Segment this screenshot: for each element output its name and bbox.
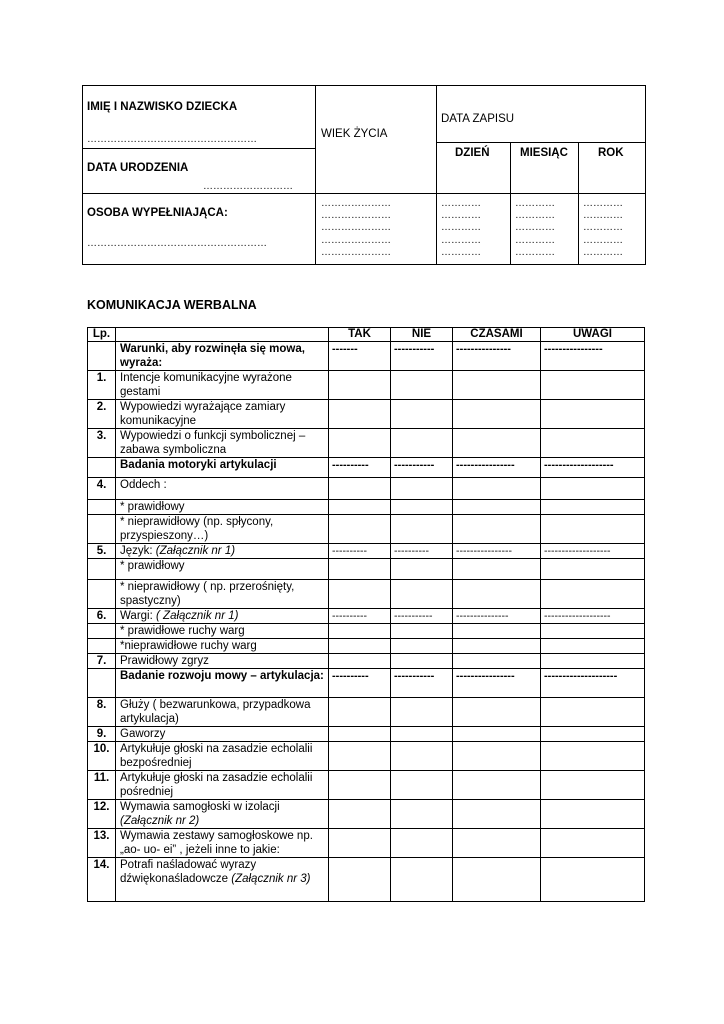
cell-uwagi[interactable] [541,429,645,458]
cell-uwagi[interactable] [541,742,645,771]
row-description-text: * prawidłowy [120,560,185,572]
table-row [88,771,645,800]
cell-czasami[interactable] [453,400,541,429]
cell-uwagi[interactable] [541,624,645,639]
divider-vertical [510,142,511,264]
cell-czasami[interactable] [453,371,541,400]
table-header-row [88,328,645,342]
row-number [88,580,116,609]
row-description [116,559,329,580]
cell-uwagi[interactable] [541,698,645,727]
cell-uwagi: -------------------- [541,669,645,698]
row-description [116,858,329,902]
day-label: DZIEŃ [455,147,490,159]
row-description [116,654,329,669]
cell-tak[interactable] [329,580,391,609]
cell-tak[interactable] [329,742,391,771]
table-row [88,698,645,727]
birth-date-label: DATA URODZENIA [87,162,189,174]
cell-czasami: ---------------- [453,458,541,478]
row-description [116,400,329,429]
year-dots-line: ………… [583,222,623,234]
cell-tak[interactable] [329,500,391,515]
cell-czasami[interactable] [453,515,541,544]
month-dots-line: ………… [515,246,555,258]
birth-date-field[interactable]: ……………………… [203,181,293,192]
section-title: KOMUNIKACJA WERBALNA [87,298,257,312]
row-description [116,609,329,624]
cell-nie[interactable] [391,624,453,639]
table-row [88,429,645,458]
table-row [88,515,645,544]
row-description-text: Język: [120,545,153,557]
row-description [116,771,329,800]
age-dots-line: ………………… [321,210,391,222]
age-dots-line: ………………… [321,198,391,209]
day-dots-line: ………… [441,246,481,258]
cell-uwagi[interactable] [541,771,645,800]
cell-czasami[interactable] [453,429,541,458]
table-row [88,669,645,698]
cell-czasami[interactable] [453,654,541,669]
cell-czasami[interactable] [453,500,541,515]
cell-nie[interactable] [391,580,453,609]
cell-nie: ---------- [391,544,453,559]
row-description-text: Badanie rozwoju mowy – artykulacja: [120,670,324,682]
column-header-description [116,328,329,342]
table-row [88,742,645,771]
divider-horizontal [83,193,645,194]
table-row [88,624,645,639]
cell-tak[interactable] [329,639,391,654]
cell-uwagi[interactable] [541,478,645,500]
cell-nie: ----------- [391,669,453,698]
row-number: 4. [88,478,116,500]
row-description-text: Prawidłowy zgryz [120,655,209,667]
row-description-text: Artykułuje głoski na zasadzie echolalii pośredniej [120,772,313,798]
cell-czasami[interactable] [453,829,541,858]
column-header-czasami: CZASAMI [453,328,541,342]
row-description [116,727,329,742]
table-row [88,609,645,624]
row-description-text: Wypowiedzi wyrażające zamiary komunikacyjne [120,401,286,427]
row-description-text: Intencje komunikacyjne wyrażone gestami [120,372,292,398]
table-row [88,727,645,742]
row-number: 5. [88,544,116,559]
row-number [88,624,116,639]
table-row [88,580,645,609]
row-description [116,500,329,515]
filler-label: OSOBA WYPEŁNIAJĄCA: [87,207,228,219]
day-dots-line: ………… [441,210,481,222]
attachment-reference: (Załącznik nr 3) [231,873,311,885]
cell-nie[interactable] [391,429,453,458]
row-description-text: Warunki, aby rozwinęła się mowa, wyraża: [120,343,305,369]
row-description-text: Wymawia samogłoski w izolacji [120,801,280,813]
row-number: 3. [88,429,116,458]
row-description-text: Wymawia zestawy samogłoskowe np. „ao- uo- ei” , jeżeli inne to jakie: [120,830,313,856]
table-body [88,342,645,902]
cell-tak[interactable] [329,829,391,858]
day-dots-line: ………… [441,198,481,209]
table-row [88,458,645,478]
cell-uwagi: ------------------- [541,458,645,478]
cell-nie[interactable] [391,698,453,727]
cell-nie[interactable] [391,771,453,800]
cell-czasami: ---------------- [453,544,541,559]
cell-tak: ---------- [329,669,391,698]
cell-uwagi: ---------------- [541,342,645,371]
cell-czasami: --------------- [453,342,541,371]
row-number: 10. [88,742,116,771]
divider-vertical [315,86,316,264]
month-dots-line: ………… [515,222,555,234]
cell-nie[interactable] [391,400,453,429]
table-row [88,342,645,371]
row-description [116,458,329,478]
row-description-text: * nieprawidłowy (np. spłycony, przyspieszony…) [120,516,274,542]
age-dots-line: ………………… [321,234,391,246]
cell-tak: ---------- [329,544,391,559]
cell-nie: ----------- [391,458,453,478]
cell-tak[interactable] [329,478,391,500]
cell-tak: ------- [329,342,391,371]
divider-vertical [578,142,579,264]
row-number [88,639,116,654]
month-label: MIESIĄC [520,147,568,159]
month-dots-line: ………… [515,210,555,222]
verbal-communication-table [87,327,645,902]
cell-nie: ----------- [391,342,453,371]
age-dots-line: ………………… [321,222,391,234]
cell-nie[interactable] [391,559,453,580]
row-number [88,500,116,515]
column-header-nie: NIE [391,328,453,342]
year-dots-line: ………… [583,246,623,258]
row-number: 8. [88,698,116,727]
day-dots-line: ………… [441,222,481,234]
row-description-text: Potrafi naśladować wyrazy dźwiękonaśladowcze [120,859,257,885]
cell-uwagi[interactable] [541,400,645,429]
age-dots-column[interactable] [321,198,431,259]
cell-uwagi[interactable] [541,371,645,400]
cell-czasami[interactable] [453,559,541,580]
cell-uwagi[interactable] [541,515,645,544]
attachment-reference: ( Załącznik nr 1) [156,610,239,622]
row-number [88,669,116,698]
cell-tak[interactable] [329,654,391,669]
row-description [116,371,329,400]
row-number: 14. [88,858,116,902]
row-number: 7. [88,654,116,669]
cell-nie[interactable] [391,858,453,902]
cell-tak[interactable] [329,371,391,400]
cell-czasami[interactable] [453,639,541,654]
row-number: 1. [88,371,116,400]
cell-uwagi[interactable] [541,654,645,669]
column-header-tak: TAK [329,328,391,342]
cell-uwagi[interactable] [541,500,645,515]
cell-uwagi: ------------------- [541,544,645,559]
row-number: 9. [88,727,116,742]
cell-nie[interactable] [391,800,453,829]
year-dots-line: ………… [583,210,623,222]
column-header-uwagi: UWAGI [541,328,645,342]
cell-czasami[interactable] [453,580,541,609]
row-number [88,515,116,544]
table-row [88,371,645,400]
cell-uwagi[interactable] [541,639,645,654]
table-row [88,559,645,580]
row-description [116,800,329,829]
cell-tak[interactable] [329,429,391,458]
row-description [116,580,329,609]
row-description [116,429,329,458]
row-description [116,478,329,500]
cell-nie: ----------- [391,609,453,624]
cell-czasami: ---------------- [453,669,541,698]
day-dots-column[interactable] [441,198,507,259]
header-form-box [82,85,646,265]
row-number: 11. [88,771,116,800]
row-number: 2. [88,400,116,429]
row-number [88,559,116,580]
cell-czasami[interactable] [453,624,541,639]
cell-nie[interactable] [391,742,453,771]
cell-tak: ---------- [329,609,391,624]
record-date-label: DATA ZAPISU [441,113,515,125]
cell-nie[interactable] [391,478,453,500]
cell-czasami[interactable] [453,727,541,742]
cell-uwagi[interactable] [541,727,645,742]
child-name-label: IMIĘ I NAZWISKO DZIECKA [87,101,238,113]
row-description [116,639,329,654]
row-description [116,669,329,698]
cell-czasami: --------------- [453,609,541,624]
cell-nie[interactable] [391,829,453,858]
row-description [116,624,329,639]
attachment-reference: (Załącznik nr 2) [120,815,200,827]
cell-nie[interactable] [391,654,453,669]
table-row [88,478,645,500]
cell-tak[interactable] [329,624,391,639]
divider-horizontal [83,148,315,149]
cell-tak[interactable] [329,800,391,829]
row-description [116,544,329,559]
cell-tak[interactable] [329,771,391,800]
cell-tak[interactable] [329,400,391,429]
month-dots-line: ………… [515,234,555,246]
cell-nie[interactable] [391,727,453,742]
cell-uwagi[interactable] [541,829,645,858]
row-description [116,829,329,858]
cell-tak[interactable] [329,559,391,580]
row-description-text: *nieprawidłowe ruchy warg [120,640,257,652]
cell-czasami[interactable] [453,771,541,800]
cell-czasami[interactable] [453,698,541,727]
row-number [88,342,116,371]
month-dots-column[interactable] [515,198,575,259]
age-label: WIEK ŻYCIA [321,128,388,140]
cell-tak: ---------- [329,458,391,478]
row-number: 13. [88,829,116,858]
cell-czasami[interactable] [453,742,541,771]
cell-czasami[interactable] [453,478,541,500]
row-description [116,342,329,371]
cell-nie[interactable] [391,639,453,654]
row-description-text: * prawidłowy [120,501,185,513]
row-description-text: Badania motoryki artykulacji [120,459,277,471]
row-number: 12. [88,800,116,829]
year-dots-column[interactable] [583,198,641,259]
table-row [88,654,645,669]
cell-nie[interactable] [391,371,453,400]
cell-nie[interactable] [391,500,453,515]
divider-horizontal [436,142,645,143]
cell-nie[interactable] [391,515,453,544]
table-row [88,800,645,829]
child-name-field[interactable]: …………………………………………… [87,134,257,145]
cell-tak[interactable] [329,858,391,902]
row-description-text: Wypowiedzi o funkcji symbolicznej – zabawa symboliczna [120,430,306,456]
table-row [88,829,645,858]
row-description-text: Oddech : [120,479,167,491]
table-row [88,544,645,559]
cell-tak[interactable] [329,727,391,742]
cell-uwagi: ------------------- [541,609,645,624]
cell-czasami[interactable] [453,858,541,902]
cell-uwagi[interactable] [541,858,645,902]
row-description [116,698,329,727]
day-dots-line: ………… [441,234,481,246]
row-number [88,458,116,478]
row-description-text: Gaworzy [120,728,166,740]
row-description [116,515,329,544]
month-dots-line: ………… [515,198,555,209]
row-description-text: * prawidłowe ruchy warg [120,625,245,637]
cell-uwagi[interactable] [541,559,645,580]
table-row [88,400,645,429]
row-description-text: Głuży ( bezwarunkowa, przypadkowa artykulacja) [120,699,311,725]
row-description-text: Wargi: [120,610,153,622]
cell-tak[interactable] [329,515,391,544]
cell-uwagi[interactable] [541,580,645,609]
cell-tak[interactable] [329,698,391,727]
attachment-reference: (Załącznik nr 1) [155,545,236,557]
age-dots-line: ………………… [321,246,391,258]
year-dots-line: ………… [583,234,623,246]
row-number: 6. [88,609,116,624]
table-row [88,639,645,654]
cell-czasami[interactable] [453,800,541,829]
row-description-text: Artykułuje głoski na zasadzie echolalii bezpośredniej [120,743,313,769]
row-description-text: * nieprawidłowy ( np. przerośnięty, spastyczny) [120,581,295,607]
table-row [88,858,645,902]
divider-vertical [436,86,437,264]
filler-field[interactable]: ……………………………………………… [87,238,267,249]
row-description [116,742,329,771]
table-row [88,500,645,515]
column-header-lp: Lp. [88,328,116,342]
cell-uwagi[interactable] [541,800,645,829]
year-dots-line: ………… [583,198,623,209]
year-label: ROK [598,147,624,159]
